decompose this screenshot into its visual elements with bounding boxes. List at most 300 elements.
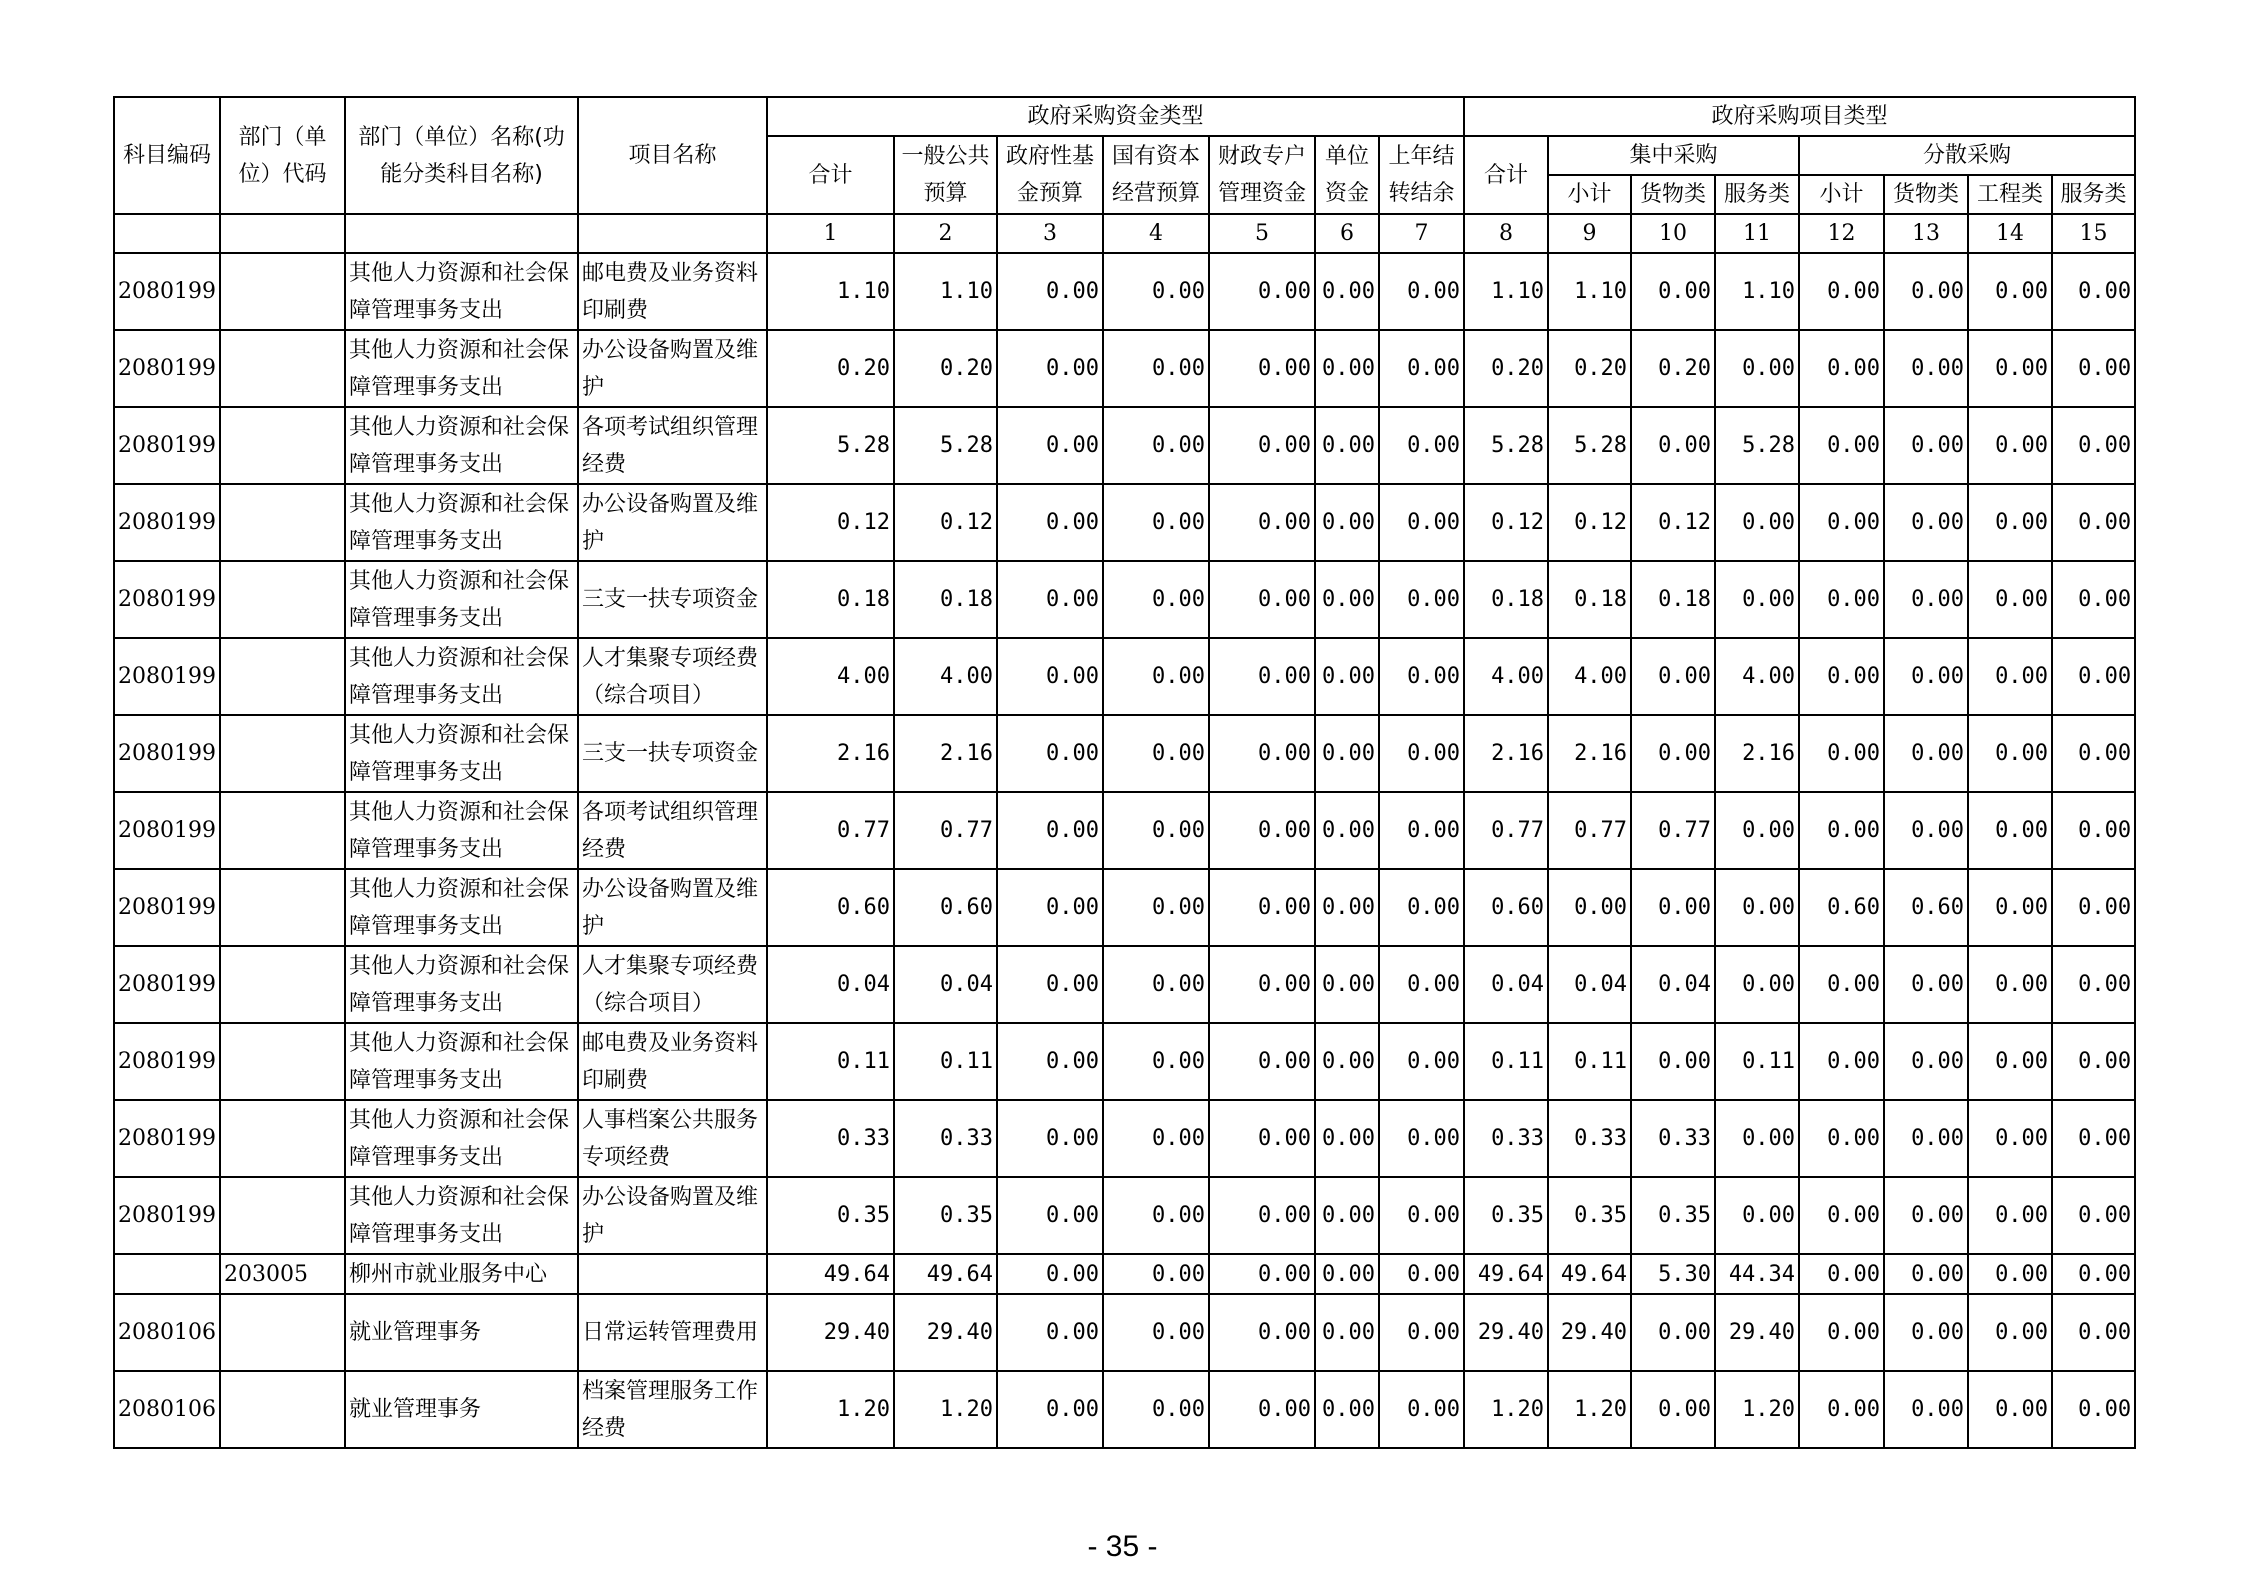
dept-name-cell: 其他人力资源和社会保障管理事务支出 bbox=[345, 407, 578, 484]
dept-name-cell: 其他人力资源和社会保障管理事务支出 bbox=[345, 869, 578, 946]
dept-code-cell bbox=[220, 253, 345, 330]
subject-code-cell: 2080199 bbox=[114, 792, 220, 869]
amount-cell: 0.00 bbox=[1103, 638, 1209, 715]
header-subject-code: 科目编码 bbox=[114, 97, 220, 214]
col-number: 9 bbox=[1548, 214, 1631, 253]
table-row bbox=[114, 1100, 2135, 1177]
amount-cell: 0.00 bbox=[1379, 407, 1464, 484]
amount-cell: 0.00 bbox=[1315, 715, 1379, 792]
amount-cell: 0.00 bbox=[1884, 1294, 1968, 1371]
amount-cell: 0.00 bbox=[1103, 1023, 1209, 1100]
amount-cell: 0.60 bbox=[894, 869, 997, 946]
amount-cell: 0.00 bbox=[1884, 407, 1968, 484]
subject-code-cell: 2080199 bbox=[114, 1100, 220, 1177]
amount-cell: 5.28 bbox=[767, 407, 894, 484]
amount-cell: 0.00 bbox=[1884, 253, 1968, 330]
amount-cell: 0.00 bbox=[997, 715, 1103, 792]
amount-cell: 0.00 bbox=[1968, 869, 2052, 946]
header-fund-total: 合计 bbox=[767, 136, 894, 214]
amount-cell: 0.04 bbox=[1631, 946, 1715, 1023]
amount-cell: 0.00 bbox=[1884, 484, 1968, 561]
col-number: 11 bbox=[1715, 214, 1799, 253]
col-number: 3 bbox=[997, 214, 1103, 253]
dept-code-cell bbox=[220, 792, 345, 869]
amount-cell: 0.00 bbox=[997, 869, 1103, 946]
amount-cell: 0.00 bbox=[2052, 1100, 2135, 1177]
amount-cell: 0.00 bbox=[1884, 715, 1968, 792]
amount-cell: 0.00 bbox=[1548, 869, 1631, 946]
amount-cell: 0.00 bbox=[1315, 484, 1379, 561]
dept-code-cell bbox=[220, 638, 345, 715]
amount-cell: 5.28 bbox=[1548, 407, 1631, 484]
amount-cell: 0.00 bbox=[1209, 1294, 1315, 1371]
subject-code-cell: 2080199 bbox=[114, 407, 220, 484]
amount-cell: 0.33 bbox=[1548, 1100, 1631, 1177]
amount-cell: 0.00 bbox=[997, 561, 1103, 638]
project-name-cell: 办公设备购置及维护 bbox=[578, 1177, 767, 1254]
amount-cell: 0.00 bbox=[1103, 1294, 1209, 1371]
amount-cell: 44.34 bbox=[1715, 1254, 1799, 1294]
project-name-cell: 人才集聚专项经费（综合项目） bbox=[578, 946, 767, 1023]
amount-cell: 2.16 bbox=[894, 715, 997, 792]
amount-cell: 0.00 bbox=[1209, 561, 1315, 638]
amount-cell: 0.00 bbox=[1631, 638, 1715, 715]
amount-cell: 49.64 bbox=[767, 1254, 894, 1294]
amount-cell: 0.00 bbox=[1315, 1254, 1379, 1294]
amount-cell: 0.00 bbox=[1379, 715, 1464, 792]
amount-cell: 0.18 bbox=[1631, 561, 1715, 638]
project-name-cell: 人才集聚专项经费（综合项目） bbox=[578, 638, 767, 715]
amount-cell: 0.00 bbox=[1379, 253, 1464, 330]
dept-code-cell bbox=[220, 946, 345, 1023]
dept-summary-row bbox=[114, 1254, 2135, 1294]
amount-cell: 0.00 bbox=[1209, 638, 1315, 715]
amount-cell: 0.00 bbox=[1799, 1177, 1884, 1254]
amount-cell: 0.00 bbox=[1884, 1371, 1968, 1448]
dept-name-cell: 其他人力资源和社会保障管理事务支出 bbox=[345, 946, 578, 1023]
amount-cell: 0.04 bbox=[894, 946, 997, 1023]
amount-cell: 0.04 bbox=[1548, 946, 1631, 1023]
amount-cell: 0.00 bbox=[1209, 946, 1315, 1023]
amount-cell: 0.00 bbox=[997, 1254, 1103, 1294]
amount-cell: 0.18 bbox=[1464, 561, 1548, 638]
project-name-cell: 邮电费及业务资料印刷费 bbox=[578, 253, 767, 330]
amount-cell: 0.00 bbox=[2052, 1023, 2135, 1100]
amount-cell: 0.04 bbox=[767, 946, 894, 1023]
amount-cell: 1.10 bbox=[1715, 253, 1799, 330]
header-centralized: 集中采购 bbox=[1548, 136, 1799, 175]
amount-cell: 0.00 bbox=[1715, 330, 1799, 407]
amount-cell: 0.00 bbox=[2052, 1254, 2135, 1294]
amount-cell: 5.30 bbox=[1631, 1254, 1715, 1294]
amount-cell: 0.60 bbox=[1799, 869, 1884, 946]
subject-code-cell: 2080199 bbox=[114, 1177, 220, 1254]
amount-cell: 0.11 bbox=[767, 1023, 894, 1100]
amount-cell: 0.12 bbox=[1464, 484, 1548, 561]
amount-cell: 0.00 bbox=[1315, 253, 1379, 330]
amount-cell: 0.00 bbox=[1968, 946, 2052, 1023]
amount-cell: 0.00 bbox=[1968, 1371, 2052, 1448]
header-unit-funds: 单位资金 bbox=[1315, 136, 1379, 214]
dept-name-cell: 就业管理事务 bbox=[345, 1294, 578, 1371]
dept-name-cell: 其他人力资源和社会保障管理事务支出 bbox=[345, 484, 578, 561]
dept-code-cell bbox=[220, 1023, 345, 1100]
amount-cell: 0.00 bbox=[1379, 1371, 1464, 1448]
amount-cell: 0.00 bbox=[1315, 407, 1379, 484]
subject-code-cell: 2080199 bbox=[114, 946, 220, 1023]
col-number: 6 bbox=[1315, 214, 1379, 253]
amount-cell: 0.00 bbox=[2052, 330, 2135, 407]
amount-cell: 0.33 bbox=[894, 1100, 997, 1177]
amount-cell: 0.00 bbox=[1799, 484, 1884, 561]
dept-name-cell: 其他人力资源和社会保障管理事务支出 bbox=[345, 1023, 578, 1100]
amount-cell: 0.00 bbox=[1103, 484, 1209, 561]
amount-cell: 0.00 bbox=[1884, 792, 1968, 869]
amount-cell: 0.12 bbox=[1548, 484, 1631, 561]
amount-cell: 0.00 bbox=[1209, 1254, 1315, 1294]
amount-cell: 0.00 bbox=[997, 484, 1103, 561]
amount-cell: 0.00 bbox=[1799, 792, 1884, 869]
column-number-row bbox=[114, 214, 2135, 253]
amount-cell: 0.00 bbox=[1379, 869, 1464, 946]
amount-cell: 0.00 bbox=[1631, 407, 1715, 484]
amount-cell: 5.28 bbox=[894, 407, 997, 484]
dept-code-cell bbox=[220, 1177, 345, 1254]
header-central-subtotal: 小计 bbox=[1548, 175, 1631, 214]
amount-cell: 0.00 bbox=[1103, 792, 1209, 869]
header-fiscal-special: 财政专户管理资金 bbox=[1209, 136, 1315, 214]
amount-cell: 0.00 bbox=[1968, 253, 2052, 330]
amount-cell: 0.00 bbox=[2052, 1371, 2135, 1448]
header-state-capital-budget: 国有资本经营预算 bbox=[1103, 136, 1209, 214]
amount-cell: 2.16 bbox=[1464, 715, 1548, 792]
subject-code-cell: 2080199 bbox=[114, 869, 220, 946]
amount-cell: 0.00 bbox=[997, 1371, 1103, 1448]
amount-cell: 0.00 bbox=[997, 1023, 1103, 1100]
amount-cell: 0.00 bbox=[1209, 792, 1315, 869]
amount-cell: 4.00 bbox=[1548, 638, 1631, 715]
dept-code-cell bbox=[220, 484, 345, 561]
amount-cell: 0.00 bbox=[997, 407, 1103, 484]
amount-cell: 0.00 bbox=[1379, 330, 1464, 407]
project-name-cell: 三支一扶专项资金 bbox=[578, 561, 767, 638]
amount-cell: 0.00 bbox=[1209, 330, 1315, 407]
dept-name-cell: 其他人力资源和社会保障管理事务支出 bbox=[345, 638, 578, 715]
amount-cell: 0.00 bbox=[1968, 1177, 2052, 1254]
amount-cell: 0.33 bbox=[767, 1100, 894, 1177]
amount-cell: 0.00 bbox=[1715, 869, 1799, 946]
amount-cell: 0.00 bbox=[1799, 1294, 1884, 1371]
amount-cell: 0.00 bbox=[1315, 792, 1379, 869]
amount-cell: 0.00 bbox=[1315, 561, 1379, 638]
amount-cell: 0.00 bbox=[1631, 715, 1715, 792]
amount-cell: 0.04 bbox=[1464, 946, 1548, 1023]
table-row bbox=[114, 407, 2135, 484]
amount-cell: 49.64 bbox=[894, 1254, 997, 1294]
dept-name-cell: 其他人力资源和社会保障管理事务支出 bbox=[345, 792, 578, 869]
table-body bbox=[114, 253, 2135, 1448]
amount-cell: 0.77 bbox=[894, 792, 997, 869]
amount-cell: 1.10 bbox=[767, 253, 894, 330]
table-row bbox=[114, 869, 2135, 946]
amount-cell: 0.00 bbox=[1103, 946, 1209, 1023]
col-number: 5 bbox=[1209, 214, 1315, 253]
amount-cell: 0.00 bbox=[1968, 715, 2052, 792]
amount-cell: 0.00 bbox=[1209, 1023, 1315, 1100]
header-gov-fund-budget: 政府性基金预算 bbox=[997, 136, 1103, 214]
amount-cell: 0.00 bbox=[1103, 715, 1209, 792]
amount-cell: 0.20 bbox=[1464, 330, 1548, 407]
col-number: 7 bbox=[1379, 214, 1464, 253]
amount-cell: 0.11 bbox=[1464, 1023, 1548, 1100]
table-row bbox=[114, 1371, 2135, 1448]
amount-cell: 4.00 bbox=[767, 638, 894, 715]
amount-cell: 0.00 bbox=[1379, 638, 1464, 715]
amount-cell: 0.00 bbox=[1715, 792, 1799, 869]
col-number: 1 bbox=[767, 214, 894, 253]
project-name-cell: 档案管理服务工作经费 bbox=[578, 1371, 767, 1448]
dept-code-cell: 203005 bbox=[220, 1254, 345, 1294]
amount-cell: 0.00 bbox=[1103, 561, 1209, 638]
amount-cell: 0.00 bbox=[997, 1100, 1103, 1177]
amount-cell: 0.18 bbox=[1548, 561, 1631, 638]
amount-cell: 29.40 bbox=[1548, 1294, 1631, 1371]
amount-cell: 0.00 bbox=[1209, 869, 1315, 946]
amount-cell: 0.20 bbox=[767, 330, 894, 407]
amount-cell: 1.10 bbox=[894, 253, 997, 330]
table-row bbox=[114, 1294, 2135, 1371]
amount-cell: 1.20 bbox=[894, 1371, 997, 1448]
page-number: - 35 - bbox=[1087, 1530, 1158, 1563]
subject-code-cell: 2080106 bbox=[114, 1371, 220, 1448]
amount-cell: 29.40 bbox=[894, 1294, 997, 1371]
amount-cell: 0.35 bbox=[1548, 1177, 1631, 1254]
amount-cell: 0.33 bbox=[1464, 1100, 1548, 1177]
subject-code-cell: 2080199 bbox=[114, 561, 220, 638]
amount-cell: 0.00 bbox=[1799, 407, 1884, 484]
amount-cell: 0.00 bbox=[1103, 1177, 1209, 1254]
amount-cell: 0.77 bbox=[1631, 792, 1715, 869]
amount-cell: 0.00 bbox=[1315, 1023, 1379, 1100]
col-number: 14 bbox=[1968, 214, 2052, 253]
amount-cell: 0.11 bbox=[1715, 1023, 1799, 1100]
amount-cell: 0.00 bbox=[1103, 1254, 1209, 1294]
amount-cell: 0.00 bbox=[1715, 1100, 1799, 1177]
amount-cell: 29.40 bbox=[1464, 1294, 1548, 1371]
amount-cell: 0.00 bbox=[1103, 330, 1209, 407]
project-name-cell: 邮电费及业务资料印刷费 bbox=[578, 1023, 767, 1100]
amount-cell: 0.00 bbox=[1631, 1294, 1715, 1371]
amount-cell: 0.00 bbox=[997, 330, 1103, 407]
amount-cell: 1.20 bbox=[1464, 1371, 1548, 1448]
header-carry-over: 上年结转结余 bbox=[1379, 136, 1464, 214]
amount-cell: 0.00 bbox=[1103, 869, 1209, 946]
col-blank bbox=[114, 214, 220, 253]
amount-cell: 0.00 bbox=[1968, 792, 2052, 869]
amount-cell: 0.11 bbox=[1548, 1023, 1631, 1100]
header-decentral-engineering: 工程类 bbox=[1968, 175, 2052, 214]
project-name-cell: 各项考试组织管理经费 bbox=[578, 407, 767, 484]
amount-cell: 49.64 bbox=[1464, 1254, 1548, 1294]
amount-cell: 0.00 bbox=[1884, 946, 1968, 1023]
amount-cell: 0.00 bbox=[1799, 330, 1884, 407]
col-number: 10 bbox=[1631, 214, 1715, 253]
amount-cell: 0.00 bbox=[1799, 561, 1884, 638]
dept-name-cell: 其他人力资源和社会保障管理事务支出 bbox=[345, 253, 578, 330]
col-blank bbox=[220, 214, 345, 253]
amount-cell: 0.00 bbox=[1799, 253, 1884, 330]
amount-cell: 0.00 bbox=[997, 1294, 1103, 1371]
header-central-services: 服务类 bbox=[1715, 175, 1799, 214]
amount-cell: 1.10 bbox=[1548, 253, 1631, 330]
table-row bbox=[114, 638, 2135, 715]
amount-cell: 0.00 bbox=[1103, 253, 1209, 330]
amount-cell: 0.00 bbox=[1799, 1100, 1884, 1177]
subject-code-cell: 2080199 bbox=[114, 715, 220, 792]
amount-cell: 0.35 bbox=[767, 1177, 894, 1254]
amount-cell: 0.00 bbox=[2052, 869, 2135, 946]
project-name-cell: 办公设备购置及维护 bbox=[578, 484, 767, 561]
amount-cell: 0.00 bbox=[1884, 330, 1968, 407]
amount-cell: 0.77 bbox=[1464, 792, 1548, 869]
amount-cell: 0.00 bbox=[1884, 1023, 1968, 1100]
header-fund-type-group: 政府采购资金类型 bbox=[767, 97, 1464, 136]
amount-cell: 0.00 bbox=[1631, 1371, 1715, 1448]
amount-cell: 0.20 bbox=[1631, 330, 1715, 407]
header-general-budget: 一般公共预算 bbox=[894, 136, 997, 214]
amount-cell: 0.00 bbox=[1209, 484, 1315, 561]
amount-cell: 0.00 bbox=[1379, 946, 1464, 1023]
amount-cell: 0.00 bbox=[1715, 946, 1799, 1023]
amount-cell: 1.20 bbox=[1715, 1371, 1799, 1448]
subject-code-cell: 2080199 bbox=[114, 484, 220, 561]
amount-cell: 5.28 bbox=[1464, 407, 1548, 484]
amount-cell: 0.00 bbox=[1379, 1177, 1464, 1254]
dept-name-cell: 其他人力资源和社会保障管理事务支出 bbox=[345, 1177, 578, 1254]
amount-cell: 29.40 bbox=[767, 1294, 894, 1371]
amount-cell: 0.35 bbox=[1631, 1177, 1715, 1254]
amount-cell: 0.00 bbox=[1968, 330, 2052, 407]
dept-name-cell: 其他人力资源和社会保障管理事务支出 bbox=[345, 1100, 578, 1177]
header-project-total: 合计 bbox=[1464, 136, 1548, 214]
dept-name-cell: 其他人力资源和社会保障管理事务支出 bbox=[345, 330, 578, 407]
amount-cell: 0.00 bbox=[1968, 1100, 2052, 1177]
amount-cell: 0.00 bbox=[1631, 869, 1715, 946]
amount-cell: 0.00 bbox=[2052, 1177, 2135, 1254]
amount-cell: 0.35 bbox=[894, 1177, 997, 1254]
amount-cell: 0.00 bbox=[997, 792, 1103, 869]
project-name-cell: 各项考试组织管理经费 bbox=[578, 792, 767, 869]
amount-cell: 0.77 bbox=[767, 792, 894, 869]
table-row bbox=[114, 253, 2135, 330]
amount-cell: 0.00 bbox=[1631, 253, 1715, 330]
amount-cell: 0.11 bbox=[894, 1023, 997, 1100]
subject-code-cell: 2080199 bbox=[114, 330, 220, 407]
amount-cell: 0.00 bbox=[1715, 1177, 1799, 1254]
dept-code-cell bbox=[220, 561, 345, 638]
dept-code-cell bbox=[220, 1294, 345, 1371]
amount-cell: 0.35 bbox=[1464, 1177, 1548, 1254]
project-name-cell: 三支一扶专项资金 bbox=[578, 715, 767, 792]
amount-cell: 0.00 bbox=[1209, 1177, 1315, 1254]
amount-cell: 0.00 bbox=[1315, 1371, 1379, 1448]
dept-code-cell bbox=[220, 715, 345, 792]
project-name-cell: 日常运转管理费用 bbox=[578, 1294, 767, 1371]
dept-code-cell bbox=[220, 407, 345, 484]
amount-cell: 0.00 bbox=[2052, 484, 2135, 561]
subject-code-cell: 2080106 bbox=[114, 1294, 220, 1371]
amount-cell: 0.12 bbox=[894, 484, 997, 561]
subject-code-cell bbox=[114, 1254, 220, 1294]
amount-cell: 0.00 bbox=[1968, 484, 2052, 561]
amount-cell: 4.00 bbox=[894, 638, 997, 715]
amount-cell: 0.00 bbox=[1315, 1294, 1379, 1371]
col-number: 2 bbox=[894, 214, 997, 253]
amount-cell: 0.00 bbox=[1884, 1177, 1968, 1254]
amount-cell: 0.00 bbox=[1631, 1023, 1715, 1100]
col-blank bbox=[345, 214, 578, 253]
amount-cell: 0.00 bbox=[1103, 407, 1209, 484]
amount-cell: 0.00 bbox=[1209, 715, 1315, 792]
amount-cell: 0.00 bbox=[1379, 1100, 1464, 1177]
col-number: 4 bbox=[1103, 214, 1209, 253]
amount-cell: 1.10 bbox=[1464, 253, 1548, 330]
project-name-cell: 办公设备购置及维护 bbox=[578, 330, 767, 407]
amount-cell: 0.00 bbox=[2052, 253, 2135, 330]
amount-cell: 0.00 bbox=[1968, 638, 2052, 715]
amount-cell: 4.00 bbox=[1464, 638, 1548, 715]
amount-cell: 0.00 bbox=[1103, 1371, 1209, 1448]
amount-cell: 0.00 bbox=[1968, 1023, 2052, 1100]
amount-cell: 0.00 bbox=[1315, 330, 1379, 407]
amount-cell: 0.00 bbox=[1315, 1177, 1379, 1254]
amount-cell: 2.16 bbox=[767, 715, 894, 792]
amount-cell: 0.00 bbox=[1968, 1294, 2052, 1371]
amount-cell: 0.00 bbox=[2052, 1294, 2135, 1371]
dept-name-cell: 其他人力资源和社会保障管理事务支出 bbox=[345, 715, 578, 792]
amount-cell: 0.00 bbox=[1884, 638, 1968, 715]
header-project-name: 项目名称 bbox=[578, 97, 767, 214]
project-name-cell bbox=[578, 1254, 767, 1294]
project-name-cell: 人事档案公共服务专项经费 bbox=[578, 1100, 767, 1177]
table-row bbox=[114, 561, 2135, 638]
amount-cell: 0.00 bbox=[1379, 792, 1464, 869]
dept-name-cell: 柳州市就业服务中心 bbox=[345, 1254, 578, 1294]
amount-cell: 0.00 bbox=[1799, 946, 1884, 1023]
amount-cell: 0.00 bbox=[1379, 484, 1464, 561]
col-number: 15 bbox=[2052, 214, 2135, 253]
table-row bbox=[114, 1177, 2135, 1254]
amount-cell: 0.33 bbox=[1631, 1100, 1715, 1177]
header-dept-code: 部门（单位）代码 bbox=[220, 97, 345, 214]
amount-cell: 0.00 bbox=[1715, 484, 1799, 561]
subject-code-cell: 2080199 bbox=[114, 638, 220, 715]
amount-cell: 0.00 bbox=[2052, 792, 2135, 869]
amount-cell: 0.12 bbox=[767, 484, 894, 561]
subject-code-cell: 2080199 bbox=[114, 1023, 220, 1100]
header-central-goods: 货物类 bbox=[1631, 175, 1715, 214]
header-decentralized: 分散采购 bbox=[1799, 136, 2135, 175]
amount-cell: 5.28 bbox=[1715, 407, 1799, 484]
col-blank bbox=[578, 214, 767, 253]
table-header bbox=[114, 97, 2135, 253]
amount-cell: 0.00 bbox=[2052, 946, 2135, 1023]
amount-cell: 0.60 bbox=[1884, 869, 1968, 946]
amount-cell: 0.20 bbox=[894, 330, 997, 407]
project-name-cell: 办公设备购置及维护 bbox=[578, 869, 767, 946]
table-row bbox=[114, 484, 2135, 561]
amount-cell: 0.00 bbox=[1379, 561, 1464, 638]
